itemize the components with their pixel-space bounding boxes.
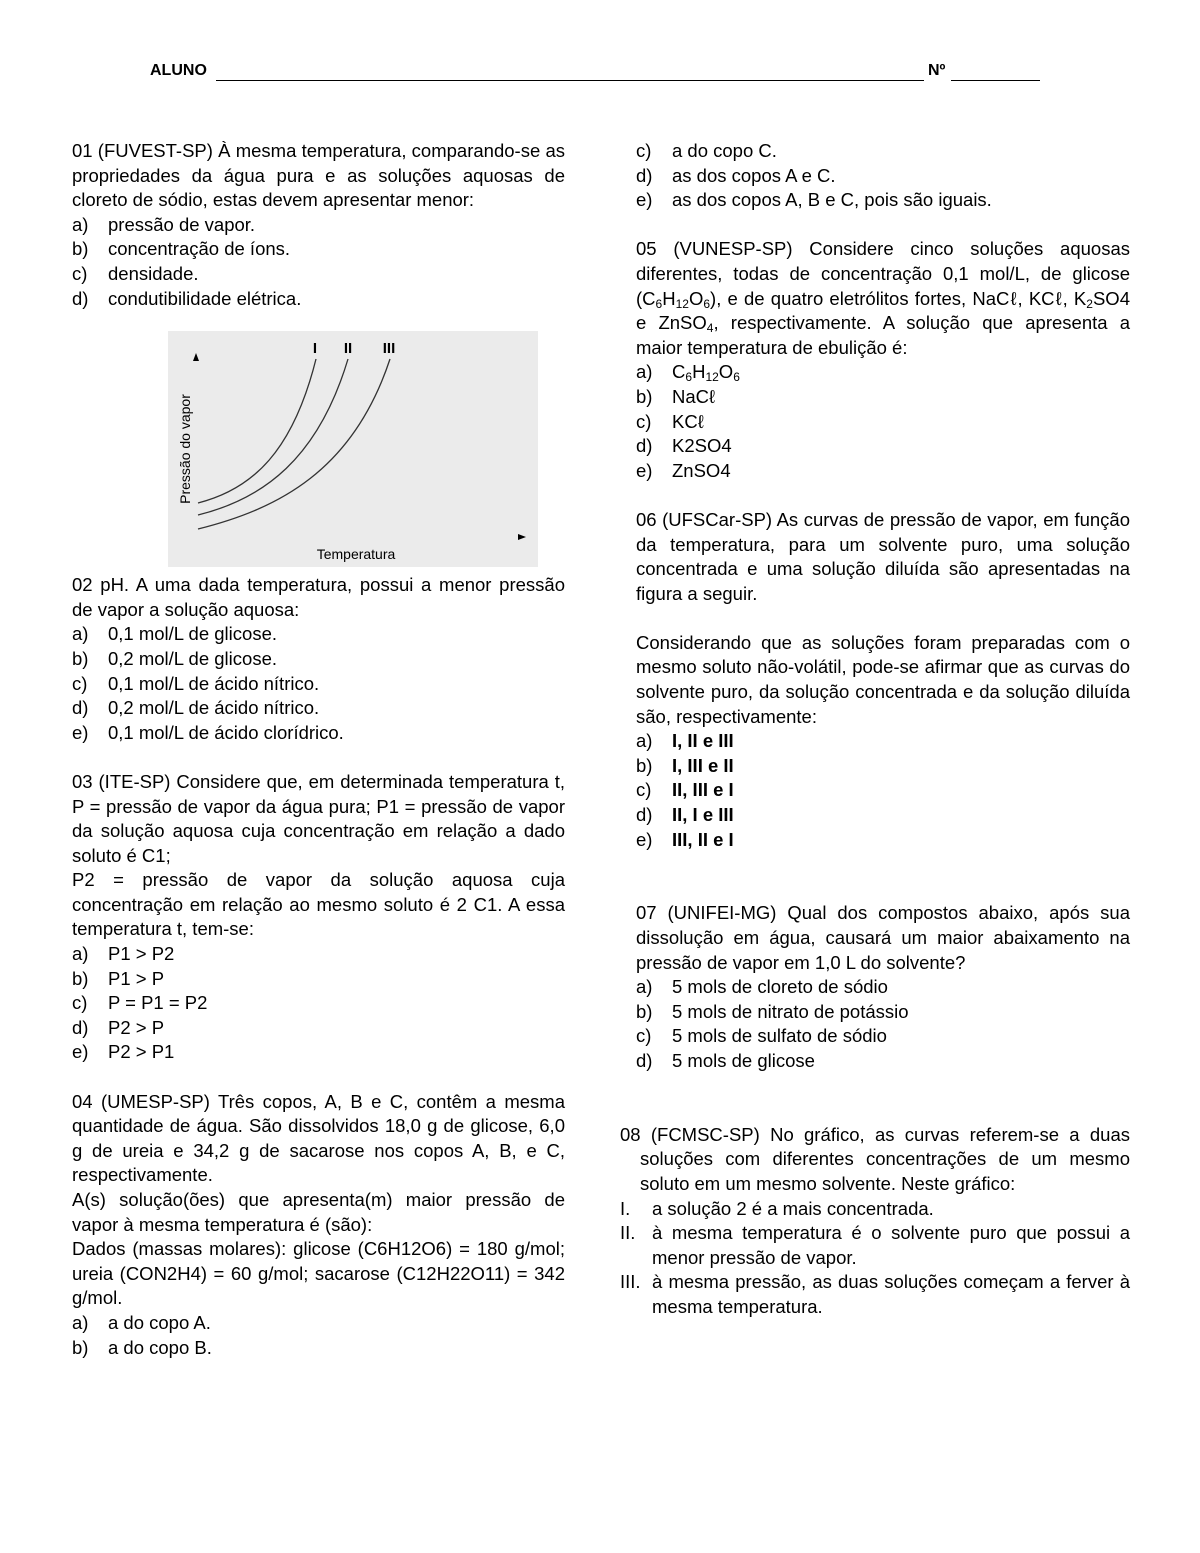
- option-c: c) 0,1 mol/L de ácido nítrico.: [72, 672, 320, 694]
- option-d: d) P2 > P: [72, 1016, 165, 1038]
- question-stem: 01 (FUVEST-SP) À mesma temperatura, comparando-se as propriedades da água pura e as soluções aquosas de cloreto de sódio, estas devem apresentar menor:: [72, 140, 565, 211]
- question-01: [72, 139, 565, 311]
- option-c: c) KCℓ: [636, 410, 704, 432]
- option-d: d) II, I e III: [636, 804, 734, 826]
- option-e: e) as dos copos A, B e C, pois são iguais.: [636, 189, 992, 211]
- x-axis-arrow: [518, 534, 526, 540]
- option-d: d) K2SO4: [636, 435, 732, 457]
- right-column: [620, 139, 1130, 1320]
- question-07: [636, 901, 1130, 1073]
- series-label-II: II: [343, 340, 353, 358]
- option-a: a) 5 mols de cloreto de sódio: [636, 976, 888, 998]
- question-stem-part1: 06 (UFSCar-SP) As curvas de pressão de vapor, em função da temperatura, para um solvente puro, uma solução concentrada e uma solução diluída são apresentadas na figura a seguir.: [636, 508, 1130, 604]
- question-stem: 02 pH. A uma dada temperatura, possui a menor pressão de vapor a solução aquosa:: [72, 574, 565, 620]
- option-e: e) P2 > P1: [72, 1041, 175, 1063]
- question-02: [72, 573, 565, 745]
- option-c: c) 5 mols de sulfato de sódio: [636, 1025, 887, 1047]
- question-stem-part1: 03 (ITE-SP) Considere que, em determinada temperatura t, P = pressão de vapor da água pura; P1 = pressão de vapor da solução aquosa cuja concentração em relação a dado soluto é C1;: [72, 770, 565, 866]
- y-axis-arrow: [193, 353, 199, 361]
- statement-II: II. à mesma temperatura é o solvente puro que possui a menor pressão de vapor.: [620, 1222, 1130, 1268]
- question-stem: 05 (VUNESP-SP) Considere cinco soluções aquosas diferentes, todas de concentração 0,1 mol/L, de glicose $(C_6H_{12}O_6)$, e de quatro eletrólitos fortes, NaCℓ, KCℓ, $K_2SO4$ e ZnSO$_4$, respectivamente. A solução que apresenta a maior temperatura de ebulição é:: [636, 238, 1130, 358]
- option-b: b) concentração de íons.: [72, 238, 291, 260]
- question-05: [636, 237, 1130, 483]
- question-stem-part3: Dados (massas molares): glicose (C6H12O6) = 180 g/mol; ureia (CON2H4) = 60 g/mol; sacarose (C12H22O11) = 342 g/mol.: [72, 1238, 565, 1309]
- numero-label: Nº: [928, 62, 946, 79]
- option-b: b) a do copo B.: [72, 1336, 212, 1358]
- curve-III: [198, 359, 390, 529]
- option-e: e) 0,1 mol/L de ácido clorídrico.: [72, 721, 344, 743]
- chart-svg: [168, 331, 538, 567]
- left-column: [72, 139, 565, 1360]
- y-axis-label: Pressão do vapor: [177, 394, 193, 505]
- vapor-pressure-chart: [168, 331, 538, 567]
- question-06: [636, 508, 1130, 852]
- option-e: e) III, II e I: [636, 828, 734, 850]
- statement-I: I. a solução 2 é a mais concentrada.: [620, 1197, 934, 1219]
- option-a: a) P1 > P2: [72, 943, 175, 965]
- option-b: b) P1 > P: [72, 967, 165, 989]
- option-d: d) as dos copos A e C.: [636, 164, 836, 186]
- option-a-formula: $C_6H_{12}O_6$: [672, 361, 740, 385]
- question-stem-part2: P2 = pressão de vapor da solução aquosa cuja concentração em relação ao mesmo soluto é 2 C1. A essa temperatura t, tem-se:: [72, 869, 565, 940]
- option-c: c) a do copo C.: [636, 140, 777, 161]
- option-a: a) 0,1 mol/L de glicose.: [72, 623, 277, 645]
- option-b: b) I, III e II: [636, 754, 734, 776]
- option-d: d) 0,2 mol/L de ácido nítrico.: [72, 697, 320, 719]
- option-e: e) ZnSO4: [636, 459, 731, 481]
- numero-blank-line[interactable]: [951, 80, 1040, 81]
- option-a: a) a do copo A.: [72, 1311, 211, 1333]
- question-stem-part2: Considerando que as soluções foram preparadas com o mesmo soluto não-volátil, pode-se afirmar que as curvas do solvente puro, da solução concentrada e da solução diluída são, respectivamente:: [636, 631, 1130, 727]
- question-stem: 08 (FCMSC-SP) No gráfico, as curvas referem-se a duas soluções com diferentes concentrações de um mesmo soluto em um mesmo solvente. Neste gráfico:: [620, 1123, 1130, 1194]
- question-stem-part2: A(s) solução(ões) que apresenta(m) maior pressão de vapor à mesma temperatura é (são):: [72, 1189, 565, 1235]
- question-stem-part1: 04 (UMESP-SP) Três copos, A, B e C, contêm a mesma quantidade de água. São dissolvidos 18,0 g de glicose, 6,0 g de ureia e 34,2 g de sacarose nos copos A, B, e C, respectivamente.: [72, 1090, 565, 1186]
- option-c: c) densidade.: [72, 262, 199, 284]
- series-label-III: III: [382, 340, 396, 358]
- curve-II: [198, 359, 348, 515]
- series-label-I: I: [312, 340, 318, 358]
- option-b: b) 0,2 mol/L de glicose.: [72, 647, 277, 669]
- aluno-blank-line[interactable]: [216, 80, 924, 81]
- aluno-label: ALUNO: [150, 62, 207, 79]
- x-axis-label: Temperatura: [316, 546, 396, 563]
- question-stem: 07 (UNIFEI-MG) Qual dos compostos abaixo, após sua dissolução em água, causará um maior abaixamento na pressão de vapor em 1,0 L do solvente?: [636, 902, 1130, 973]
- option-a: a) pressão de vapor.: [72, 213, 256, 235]
- option-b: b) NaCℓ: [636, 385, 715, 407]
- question-08: [620, 1123, 1130, 1320]
- option-b: b) 5 mols de nitrato de potássio: [636, 1000, 909, 1022]
- option-d: d) condutibilidade elétrica.: [72, 287, 302, 309]
- option-c: c) P = P1 = P2: [72, 992, 208, 1014]
- option-a: a) $C_6H_{12}O_6$: [636, 360, 1130, 385]
- question-03: [72, 770, 565, 1065]
- option-d: d) 5 mols de glicose: [636, 1049, 815, 1071]
- statement-III: III. à mesma pressão, as duas soluções começam a ferver à mesma temperatura.: [620, 1271, 1130, 1317]
- option-c: c) II, III e I: [636, 779, 734, 801]
- curve-I: [198, 359, 316, 503]
- question-04-continued: [636, 139, 1130, 213]
- question-04: [72, 1090, 565, 1361]
- option-a: a) I, II e III: [636, 730, 734, 752]
